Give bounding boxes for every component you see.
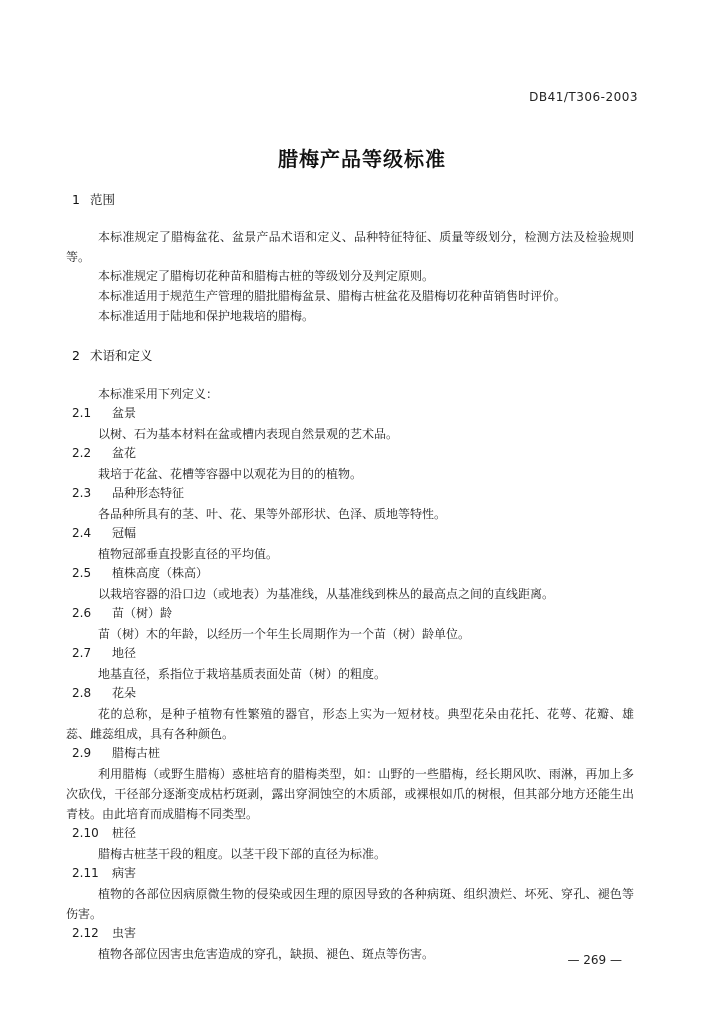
term-heading bbox=[72, 444, 136, 461]
term-name: 地径 bbox=[112, 646, 137, 660]
term-heading bbox=[72, 864, 136, 881]
term-definition: 各品种所具有的茎、叶、花、果等外部形状、色泽、质地等特性。 bbox=[98, 507, 447, 521]
term-name: 腊梅古桩 bbox=[112, 746, 161, 760]
term-name: 桩径 bbox=[112, 826, 137, 840]
term-name: 冠幅 bbox=[112, 526, 137, 540]
section-number: 1 bbox=[72, 192, 80, 207]
paragraph: 本标准规定了腊梅盆花、盆景产品术语和定义、品种特征特征、质量等级划分，检测方法及检验规则等。 bbox=[66, 230, 634, 264]
term-number: 2.2 bbox=[72, 446, 92, 460]
section-number: 2 bbox=[72, 348, 80, 363]
term-number: 2.9 bbox=[72, 746, 92, 760]
term-definition: 以树、石为基本材料在盆或槽内表现自然景观的艺术品。 bbox=[98, 427, 399, 441]
term-number: 2.5 bbox=[72, 566, 92, 580]
section-title: 术语和定义 bbox=[90, 348, 153, 363]
term-heading bbox=[72, 644, 136, 661]
term-number: 2.8 bbox=[72, 686, 92, 700]
page-number: — 269 — bbox=[567, 953, 622, 967]
term-definition: 植物各部位因害虫危害造成的穿孔，缺损、褪色、斑点等伤害。 bbox=[98, 947, 435, 961]
term-definition: 腊梅古桩茎干段的粗度。以茎干段下部的直径为标准。 bbox=[98, 847, 387, 861]
term-name: 虫害 bbox=[112, 926, 137, 940]
term-number: 2.3 bbox=[72, 486, 92, 500]
term-number: 2.12 bbox=[72, 926, 99, 940]
term-heading bbox=[72, 744, 160, 761]
paragraph: 本标准采用下列定义： bbox=[98, 387, 219, 401]
term-name: 植株高度（株高） bbox=[112, 566, 209, 580]
term-name: 盆花 bbox=[112, 446, 137, 460]
term-number: 2.10 bbox=[72, 826, 99, 840]
term-name: 盆景 bbox=[112, 406, 137, 420]
term-name: 品种形态特征 bbox=[112, 486, 185, 500]
term-definition: 植物冠部垂直投影直径的平均值。 bbox=[98, 547, 279, 561]
term-heading bbox=[72, 404, 136, 421]
term-name: 病害 bbox=[112, 866, 137, 880]
term-heading bbox=[72, 484, 184, 501]
term-number: 2.6 bbox=[72, 606, 92, 620]
term-name: 苗（树）龄 bbox=[112, 606, 173, 620]
paragraph: 本标准规定了腊梅切花种苗和腊梅古桩的等级划分及判定原则。 bbox=[98, 269, 435, 283]
term-name: 花朵 bbox=[112, 686, 137, 700]
term-definition: 栽培于花盆、花槽等容器中以观花为目的的植物。 bbox=[98, 467, 363, 481]
term-definition: 以栽培容器的沿口边（或地表）为基准线，从基准线到株丛的最高点之间的直线距离。 bbox=[98, 587, 555, 601]
section-heading bbox=[72, 190, 115, 208]
paragraph: 本标准适用于陆地和保护地栽培的腊梅。 bbox=[98, 309, 315, 323]
term-heading bbox=[72, 684, 136, 701]
term-definition: 植物的各部位因病原微生物的侵染或因生理的原因导致的各种病斑、组织溃烂、坏死、穿孔、褪色等伤害。 bbox=[66, 887, 634, 921]
term-heading bbox=[72, 924, 136, 941]
document-title: 腊梅产品等级标准 bbox=[278, 147, 446, 171]
term-definition: 苗（树）木的年龄，以经历一个年生长周期作为一个苗（树）龄单位。 bbox=[98, 627, 471, 641]
term-number: 2.4 bbox=[72, 526, 92, 540]
term-definition: 花的总称，是种子植物有性繁殖的器官，形态上实为一短材枝。典型花朵由花托、花萼、花瓣、雄蕊、雌蕊组成，具有各种颜色。 bbox=[66, 707, 634, 741]
term-heading bbox=[72, 604, 172, 621]
term-number: 2.1 bbox=[72, 406, 92, 420]
section-title: 范围 bbox=[90, 192, 116, 207]
paragraph: 本标准适用于规范生产管理的腊批腊梅盆景、腊梅古桩盆花及腊梅切花种苗销售时评价。 bbox=[98, 289, 567, 303]
term-heading bbox=[72, 564, 208, 581]
term-definition: 地基直径，系指位于栽培基质表面处苗（树）的粗度。 bbox=[98, 667, 387, 681]
term-number: 2.7 bbox=[72, 646, 92, 660]
term-heading bbox=[72, 524, 136, 541]
term-number: 2.11 bbox=[72, 866, 99, 880]
term-definition: 利用腊梅（或野生腊梅）惑桩培育的腊梅类型，如：山野的一些腊梅，经长期风吹、雨淋，再加上多次砍伐，干径部分逐渐变成枯朽斑剥，露出穿洞蚀空的木质部，或裸根如爪的树根，但其部分地方还能生出青枝。由此培育而成腊梅不同类型。 bbox=[66, 767, 634, 821]
standard-code: DB41/T306-2003 bbox=[529, 90, 638, 104]
term-heading bbox=[72, 824, 136, 841]
section-heading bbox=[72, 346, 153, 364]
